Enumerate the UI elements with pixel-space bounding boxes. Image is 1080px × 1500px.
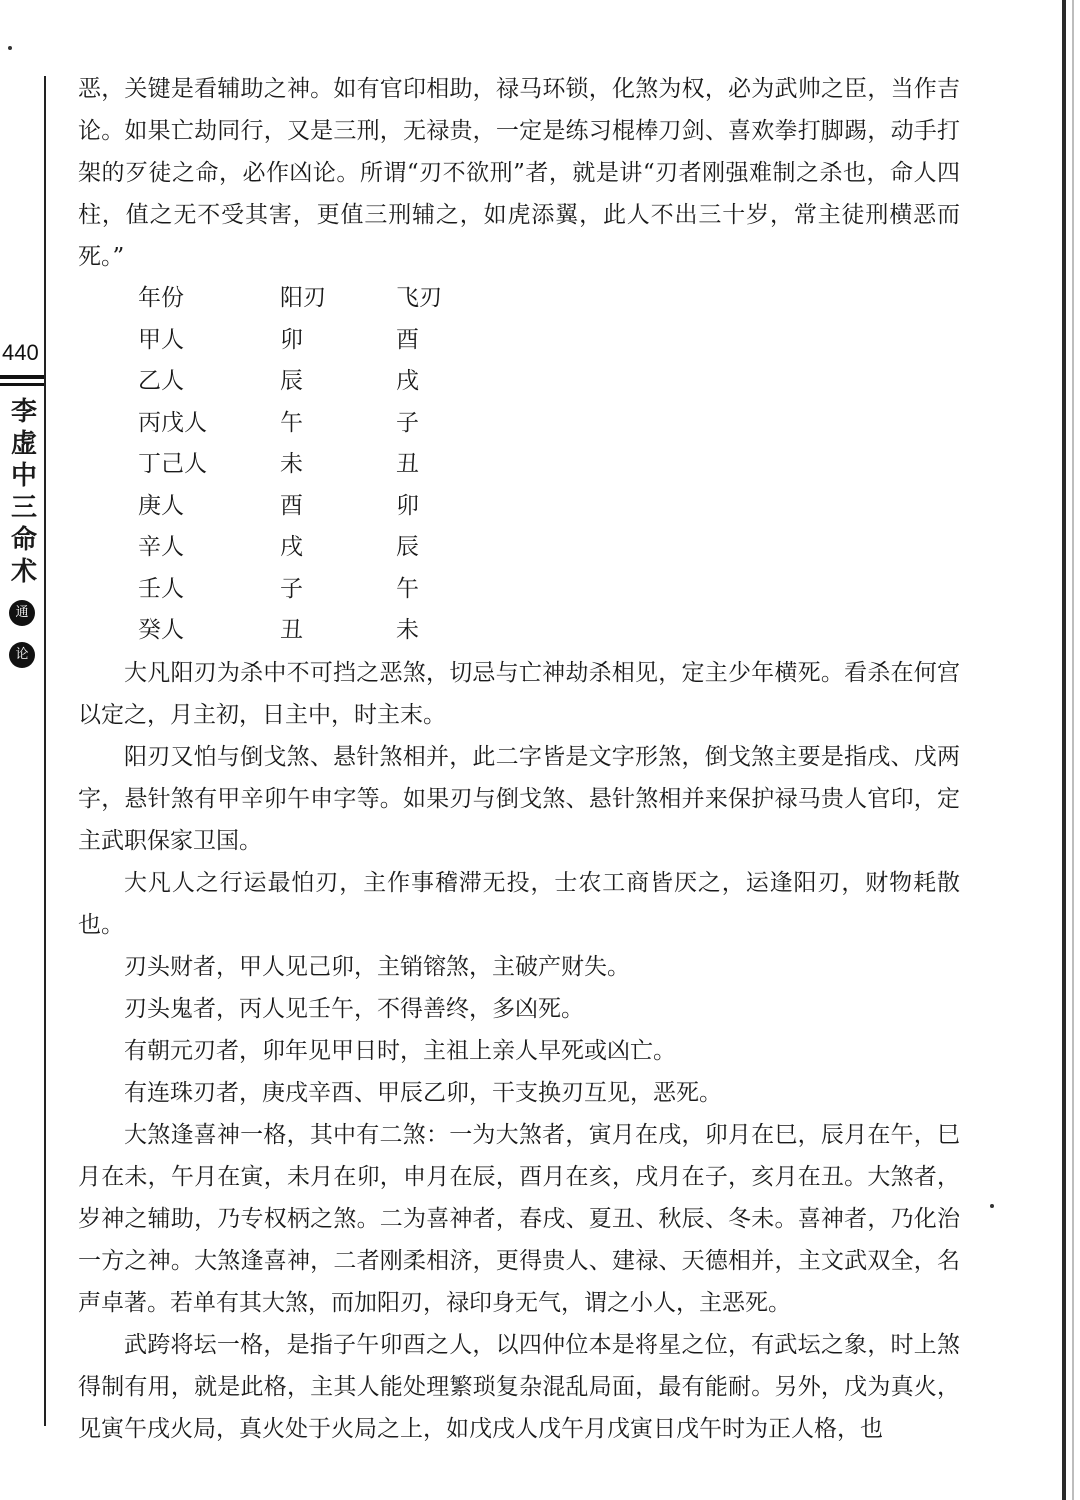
paragraph: 有朝元刃者，卯年见甲日时，主祖上亲人早死或凶亡。 [124, 1037, 676, 1064]
paragraph: 武跨将坛一格，是指子午卯酉之人，以四仲位本是将星之位，有武坛之象，时上煞得制有用，就是此格，主其人能处理繁琐复杂混乱局面，最有能耐。另外，戊为真火，见寅午戌火局，真火处于火局之上，如戊戌人戊午月戊寅日戊午时为正人格，也 [78, 1331, 960, 1442]
header-year: 年份 [138, 285, 184, 311]
cell-fei-ren: 丑 [396, 451, 419, 477]
cell-yang-ren: 子 [280, 575, 303, 602]
cell-year: 壬人 [138, 575, 184, 602]
cell-yang-ren: 酉 [280, 492, 303, 519]
table-row [138, 403, 476, 445]
cell-fei-ren: 子 [396, 409, 419, 436]
cell-yang-ren: 戌 [280, 534, 303, 560]
cell-fei-ren: 午 [396, 575, 419, 602]
table-row [138, 361, 476, 403]
cell-year: 庚人 [138, 492, 184, 519]
header-yang-ren: 阳刃 [280, 285, 326, 311]
cell-fei-ren: 辰 [396, 534, 419, 560]
cell-fei-ren: 戌 [396, 368, 419, 394]
table-row [138, 527, 476, 569]
cell-year: 甲人 [138, 326, 184, 353]
paragraph: 有连珠刃者，庚戌辛酉、甲辰乙卯，干支换刃互见，恶死。 [124, 1079, 722, 1106]
paragraph: 刃头鬼者，丙人见壬午，不得善终，多凶死。 [124, 995, 584, 1022]
table-row [138, 486, 476, 528]
paragraph: 恶，关键是看辅助之神。如有官印相助，禄马环锁，化煞为权，必为武帅之臣，当作吉论。如果亡劫同行，又是三刑，无禄贵，一定是练习棍棒刀剑、喜欢拳打脚踢，动手打架的歹徒之命，必作凶论。所谓“刃不欲刑”者，就是讲“刃者刚强难制之杀也，命人四柱，值之无不受其害，更值三刑辅之，如虎添翼，此人不出三十岁，常主徒刑横恶而死。” [78, 76, 960, 270]
cell-fei-ren: 未 [396, 617, 419, 643]
cell-yang-ren: 辰 [280, 368, 303, 394]
page-edge-shadow [1062, 0, 1066, 1500]
cell-year: 癸人 [138, 617, 184, 643]
margin-rule [44, 76, 46, 1426]
header-fei-ren: 飞刃 [396, 285, 442, 311]
cell-yang-ren: 丑 [280, 617, 303, 643]
cell-year: 乙人 [138, 368, 184, 394]
yang-blade-table [138, 278, 476, 652]
scan-speck [990, 1204, 994, 1208]
cell-yang-ren: 卯 [280, 326, 303, 353]
cell-year: 丙戊人 [138, 409, 207, 436]
table-header-row [138, 278, 476, 320]
cell-yang-ren: 未 [280, 451, 303, 477]
table-row [138, 569, 476, 611]
paragraph: 大煞逢喜神一格，其中有二煞：一为大煞者，寅月在戌，卯月在巳，辰月在午，巳月在未，午月在寅，未月在卯，申月在辰，酉月在亥，戌月在子，亥月在丑。大煞者，岁神之辅助，乃专权柄之煞。二为喜神者，春戌、夏丑、秋辰、冬未。喜神者，乃化治一方之神。大煞逢喜神，二者刚柔相济，更得贵人、建禄、天德相并，主文武双全，名声卓著。若单有其大煞，而加阳刃，禄印身无气，谓之小人，主恶死。 [78, 1121, 960, 1316]
table-row [138, 444, 476, 486]
cell-yang-ren: 午 [280, 409, 303, 436]
book-title-vertical: 李虚中三命术 [10, 397, 37, 587]
cell-year: 丁己人 [138, 451, 207, 477]
cell-fei-ren: 卯 [396, 492, 419, 519]
paragraph: 阳刃又怕与倒戈煞、悬针煞相并，此二字皆是文字形煞，倒戈煞主要是指戌、戊两字，悬针煞有甲辛卯午申字等。如果刃与倒戈煞、悬针煞相并来保护禄马贵人官印，定主武职保家卫国。 [78, 743, 960, 854]
cell-fei-ren: 酉 [396, 326, 419, 353]
page-number: 440 [2, 340, 39, 365]
page-body [78, 68, 960, 1450]
side-circle-tong: 通 [9, 600, 35, 626]
paragraph: 刃头财者，甲人见己卯，主销镕煞，主破产财失。 [124, 953, 630, 980]
paragraph: 大凡阳刃为杀中不可挡之恶煞，切忌与亡神劫杀相见，定主少年横死。看杀在何宫以定之，月主初，日主中，时主末。 [78, 659, 960, 728]
cell-year: 辛人 [138, 534, 184, 560]
table-row [138, 610, 476, 652]
paragraph: 大凡人之行运最怕刃，主作事稽滞无投，士农工商皆厌之，运逢阳刃，财物耗散也。 [78, 869, 960, 938]
page-edge-line [1072, 0, 1074, 1500]
scan-speck [8, 46, 12, 50]
table-row [138, 320, 476, 362]
side-circle-lun: 论 [9, 642, 35, 668]
